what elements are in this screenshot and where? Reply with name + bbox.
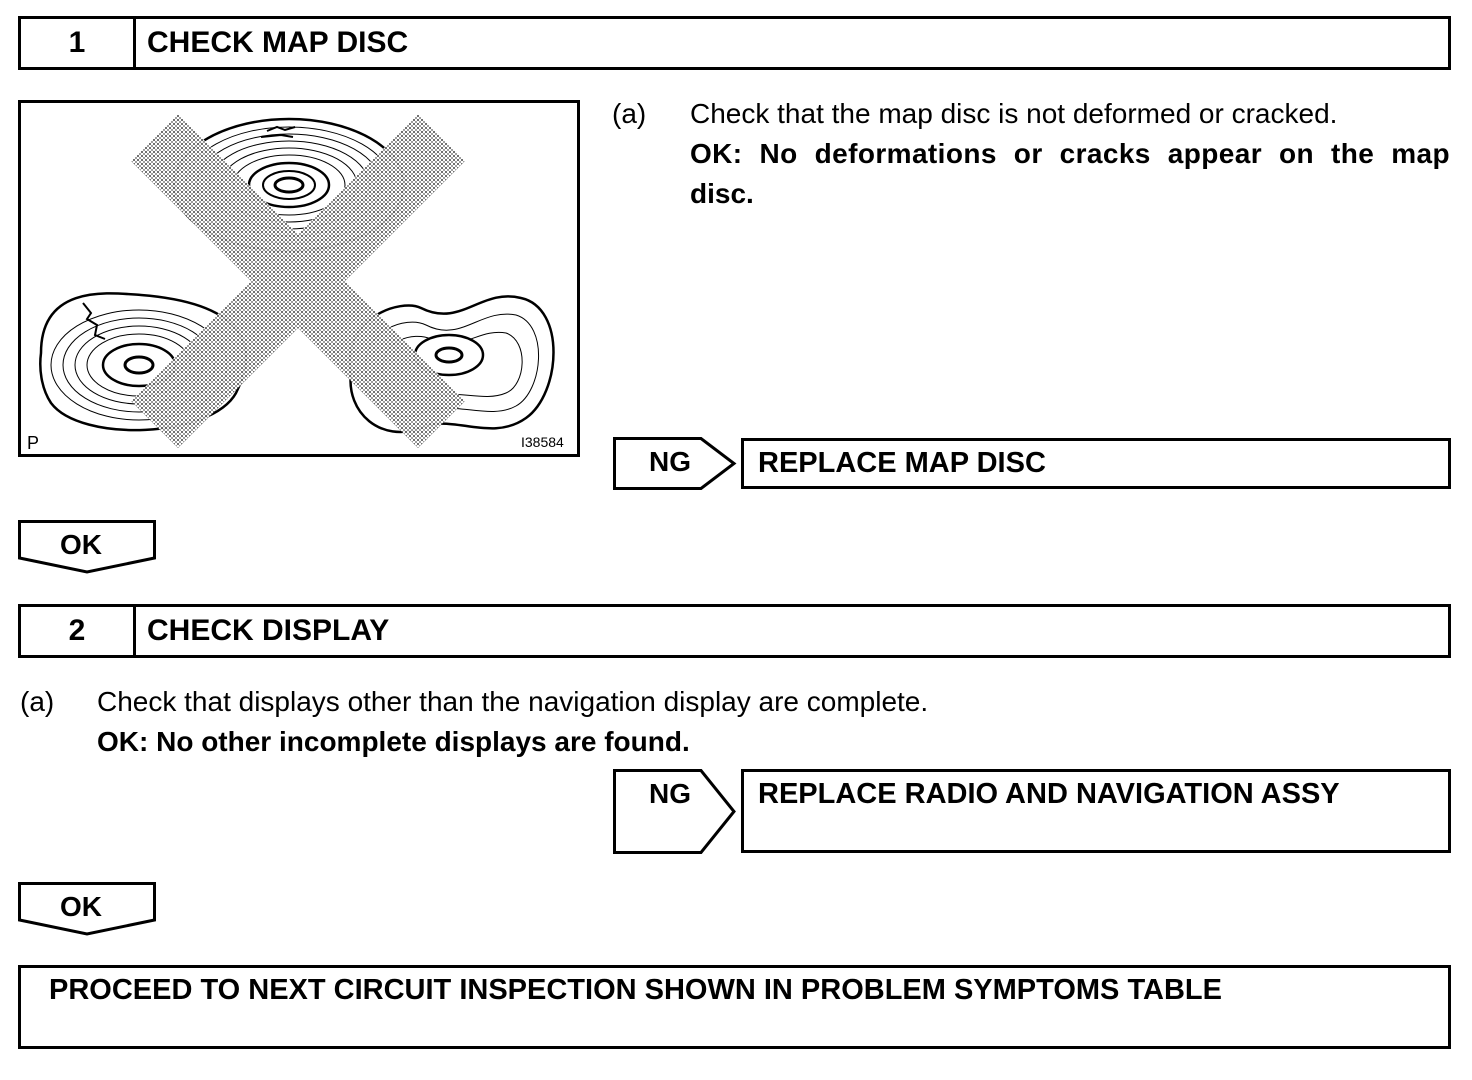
step-1-ok-label: OK [60,529,102,560]
step-1-number: 1 [21,19,136,67]
step-1-title: CHECK MAP DISC [147,26,409,59]
step-1-ng-label: NG [649,446,691,477]
damaged-disc-illustration [21,103,577,454]
map-disc-figure [18,100,580,457]
step-2-title: CHECK DISPLAY [147,614,390,647]
step-2-ng-label: NG [649,778,691,809]
step-1-ng-arrow [613,437,738,490]
figure-code: I38584 [521,434,564,450]
step-2-ok-arrow [18,882,156,936]
step-2-header [18,604,1451,658]
step-2-ok-criteria: OK: No other incomplete displays are found. [97,726,690,757]
step-1-ok-criteria-line2: disc. [690,178,754,209]
final-instruction-box [18,965,1451,1049]
step-2-ng-arrow [613,769,738,854]
step-1-ng-action: REPLACE MAP DISC [741,438,1451,489]
step-1-item-marker: (a) [612,98,647,129]
step-2-instruction: Check that displays other than the navigation display are complete. [97,686,929,717]
step-1-instruction: Check that the map disc is not deformed or cracked. [690,98,1338,129]
final-instruction-text: PROCEED TO NEXT CIRCUIT INSPECTION SHOWN IN PROBLEM SYMPTOMS TABLE [49,974,1222,1006]
step-2-ng-action: REPLACE RADIO AND NAVIGATION ASSY [741,769,1451,853]
step-2-ok-label: OK [60,891,102,922]
step-1-header [18,16,1451,70]
figure-corner-label: P [27,433,40,453]
step-1-ok-criteria-line1: OK: No deformations or cracks appear on the map [690,138,1450,169]
step-2-number: 2 [21,607,136,655]
step-1-ok-arrow [18,520,156,574]
step-2-item-marker: (a) [20,686,55,717]
